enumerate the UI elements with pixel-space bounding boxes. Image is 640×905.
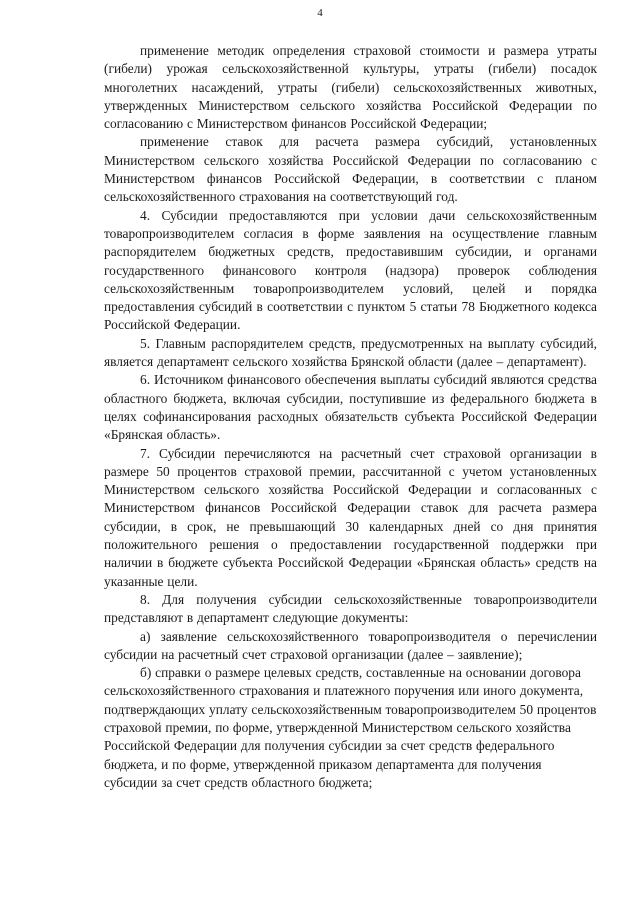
paragraph-clause-8: 8. Для получения субсидии сельскохозяйственные товаропроизводители представляют в департамент следующие документы:: [104, 591, 597, 626]
paragraph-clause-7: 7. Субсидии перечисляются на расчетный счет страховой организации в размере 50 процентов страховой премии, рассчитанной с учетом установленных Министерством сельского хозяйства Российской Федерации и согласованных с Министерством финансов Российской Федерации ставок для расчета размера субсидии, в срок, не превышающий 30 календарных дней со дня принятия положительного решения о предоставлении государственной поддержки при наличии в бюджете субъекта Российской Федерации «Брянская область» средств на указанные цели.: [104, 445, 597, 589]
page-number: 4: [317, 7, 323, 19]
paragraph-item-b: б) справки о размере целевых средств, составленные на основании договора сельскохозяйственного страхования и платежного поручения или иного документа, подтверждающих уплату сельскохозяйственным товаропроизводителем 50 процентов страховой премии, по форме, утвержденной Министерством сельского хозяйства Российской Федерации для получения субсидии за счет средств федерального бюджета, и по форме, утвержденной приказом департамента для получения субсидии за счет средств областного бюджета;: [104, 665, 597, 790]
paragraph-clause-6: 6. Источником финансового обеспечения выплаты субсидий являются средства областного бюджета, включая субсидии, поступившие из федерального бюджета в целях софинансирования расходных обязательств субъекта Российской Федерации «Брянская область».: [104, 372, 597, 443]
paragraph-clause-4: 4. Субсидии предоставляются при условии дачи сельскохозяйственным товаропроизводителем согласия в форме заявления на осуществление главным распорядителем бюджетных средств, предоставившим субсидии, и органами государственного финансового контроля (надзора) проверок соблюдения сельскохозяйственным товаропроизводителем условий, целей и порядка предоставления субсидий в соответствии с пунктом 5 статьи 78 Бюджетного кодекса Российской Федерации.: [104, 207, 597, 333]
paragraph-clause-5: 5. Главным распорядителем средств, предусмотренных на выплату субсидий, является департамент сельского хозяйства Брянской области (далее – департамент).: [104, 335, 597, 370]
paragraph-methods: применение методик определения страховой стоимости и размера утраты (гибели) урожая сельскохозяйственной культуры, утраты (гибели) посадок многолетних насаждений, утраты (гибели) сельскохозяйственных животных, утвержденных Министерством сельского хозяйства Российской Федерации по согласованию с Министерством финансов Российской Федерации;: [104, 43, 597, 132]
paragraph-item-a: а) заявление сельскохозяйственного товаропроизводителя о перечислении субсидии на расчетный счет страховой организации (далее – заявление);: [104, 628, 597, 662]
document-body: [104, 42, 597, 792]
paragraph-rates: применение ставок для расчета размера субсидий, установленных Министерством сельского хозяйства Российской Федерации по согласованию с Министерством финансов Российской Федерации, в соответствии с планом сельскохозяйственного страхования на соответствующий год.: [104, 134, 597, 205]
